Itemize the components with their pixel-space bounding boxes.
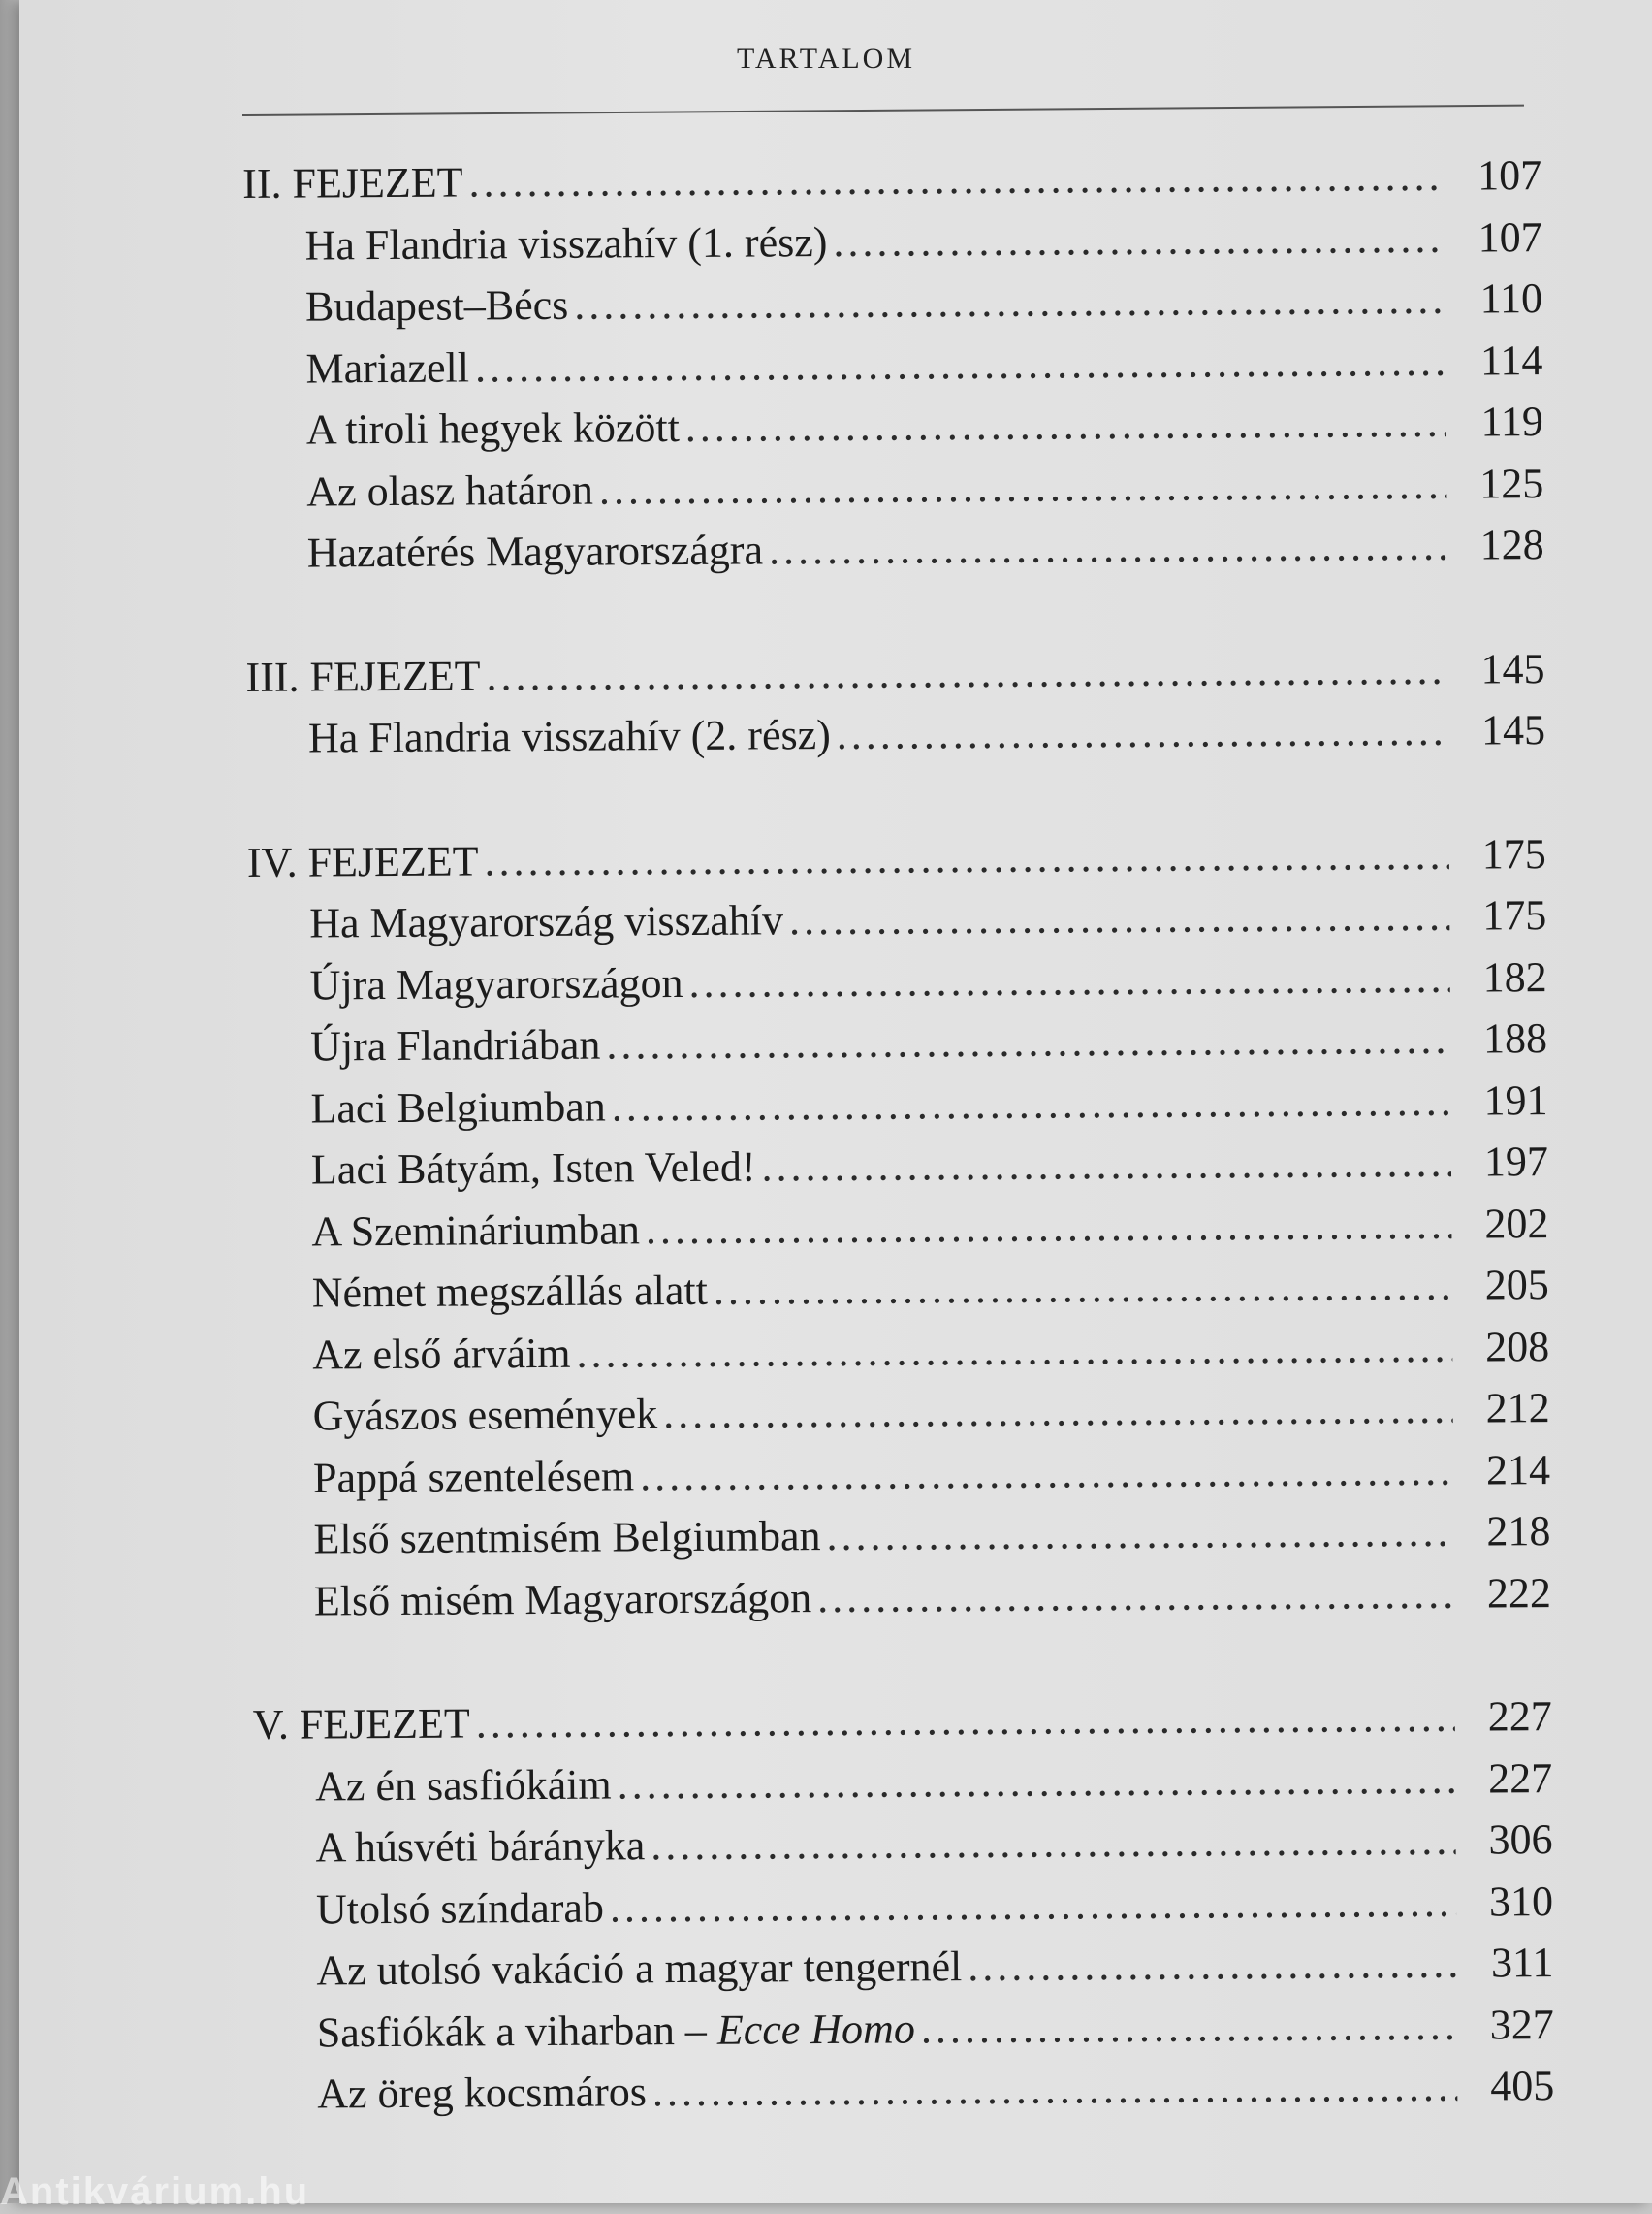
page-number: 310 [1488,1877,1554,1926]
entry-title: Pappá szentelésem [312,1451,635,1502]
running-head: TARTALOM [736,43,916,75]
entry-title: Hazatérés Magyarországra [306,526,764,577]
page-number: 175 [1482,891,1547,940]
page-number: 205 [1484,1261,1549,1309]
toc-entry [255,2055,1554,2125]
toc-entry [250,1254,1549,1324]
toc-entry [254,1871,1553,1941]
entry-title: Újra Flandriában [309,1020,601,1071]
entry-title: Az öreg kocsmáros [317,2068,648,2118]
dot-leader [837,700,1449,766]
page-number: 182 [1482,952,1547,1002]
chapter-row [253,1685,1552,1755]
toc-entry [255,1994,1554,2064]
toc-entry [252,1562,1551,1632]
entry-title: Első misém Magyarországon [313,1573,812,1625]
dot-leader [826,1501,1453,1567]
toc-entry [246,699,1545,769]
page-number: 222 [1486,1568,1552,1618]
dot-leader [652,2056,1458,2123]
entry-title: Első szentmisém Belgiumban [313,1512,821,1563]
page-number: 175 [1481,829,1546,879]
dot-leader [663,1378,1453,1445]
dot-leader [617,1748,1455,1814]
chapter-row [245,638,1544,708]
entry-title: Az utolsó vakáció a magyar tengernél [316,1942,963,1995]
toc-entry [250,1377,1549,1447]
toc-entry [251,1439,1550,1509]
dot-leader [817,1562,1454,1628]
toc-section [245,638,1545,770]
dot-leader [610,1871,1456,1938]
toc-entry [243,330,1542,400]
page-number: 114 [1479,336,1543,385]
page-number: 327 [1489,2000,1554,2049]
entry-title [317,1998,915,2064]
dot-leader [921,1994,1457,2059]
chapter-row [247,823,1546,893]
toc-entry [243,268,1542,337]
dot-leader [486,638,1447,706]
entry-title: Ha Magyarország visszahív [309,896,784,947]
dot-leader [769,515,1447,581]
dot-leader [833,207,1446,273]
page-number: 145 [1480,706,1546,754]
toc-entry [245,514,1544,584]
dot-leader [475,330,1446,398]
entry-title: Az olasz határon [306,465,594,516]
toc-entry [247,884,1546,954]
entry-title: A Szemináriumban [311,1204,641,1256]
dot-leader [646,1193,1452,1260]
toc-entry [249,1193,1548,1263]
entry-title: Laci Belgiumban [310,1082,606,1133]
dot-leader [576,1316,1452,1383]
toc-entry [249,1131,1548,1201]
page-number: 197 [1483,1138,1549,1186]
toc-section [247,823,1551,1632]
entry-title: Gyászos események [312,1390,658,1440]
dot-leader [968,1933,1457,1998]
dot-leader [612,1070,1451,1137]
entry-title: A tiroli hegyek között [305,403,680,454]
toc-entry [244,391,1543,461]
entry-title: Utolsó színdarab [315,1883,605,1934]
page-number: 214 [1485,1445,1551,1494]
toc-entry [253,1748,1552,1817]
dot-leader [714,1255,1452,1322]
page-number: 110 [1479,274,1543,323]
page-number: 311 [1490,1939,1554,1987]
page-number: 188 [1482,1014,1548,1063]
table-of-contents [242,144,1555,2187]
page-number: 107 [1477,212,1542,262]
toc-entry [251,1500,1550,1570]
toc-section [242,144,1544,584]
page-number: 202 [1484,1199,1549,1248]
entry-title: Az első árváim [312,1329,571,1379]
page-number: 306 [1488,1815,1553,1864]
toc-entry [244,453,1543,523]
entry-title: Újra Magyarországon [309,958,683,1010]
page-number: 212 [1485,1384,1550,1432]
dot-leader [484,823,1449,891]
entry-title: Német megszállás alatt [311,1266,709,1317]
page-number: 128 [1479,521,1544,569]
chapter-title: III. FEJEZET [245,651,481,701]
toc-entry [254,1932,1553,2002]
page-number: 119 [1480,398,1544,446]
page-number: 125 [1479,459,1544,508]
page-number: 208 [1485,1322,1550,1371]
entry-title: Ha Flandria visszahív (2. rész) [307,710,831,762]
page-number: 145 [1480,644,1545,693]
entry-title-roman: Sasfiókák a viharban – [316,2005,718,2057]
toc-entry [242,207,1541,276]
toc-entry [253,1809,1552,1878]
entry-title: Laci Bátyám, Isten Veled! [310,1142,756,1194]
toc-entry [248,1070,1547,1139]
dot-leader [651,1810,1456,1877]
page-number: 107 [1477,151,1542,200]
book-spine-shadow [0,0,19,2203]
watermark: Antikvárium.hu [0,2170,310,2213]
dot-leader [789,885,1450,951]
chapter-title: IV. FEJEZET [246,836,479,886]
dot-leader [574,269,1446,336]
page-number: 227 [1487,1753,1553,1803]
page-number: 191 [1483,1075,1548,1125]
toc-section [253,1685,1555,2125]
dot-leader [688,947,1450,1013]
dot-leader [468,145,1445,213]
entry-title: Mariazell [305,342,470,393]
entry-title: Ha Flandria visszahív (1. rész) [304,217,828,270]
entry-title-italic: Ecce Homo [716,2004,916,2054]
dot-leader [606,1009,1450,1075]
entry-title: A húsvéti bárányka [315,1821,646,1872]
entry-title: Az én sasfiókáim [315,1760,612,1811]
dot-leader [685,392,1446,459]
chapter-title: V. FEJEZET [252,1699,470,1749]
page-number: 218 [1486,1507,1551,1556]
page-number: 405 [1490,2062,1555,2110]
toc-entry [247,947,1546,1016]
dot-leader [599,453,1447,520]
chapter-row [242,144,1541,214]
toc-entry [250,1316,1549,1386]
dot-leader [640,1439,1453,1506]
chapter-title: II. FEJEZET [242,158,463,208]
dot-leader [476,1686,1455,1754]
entry-title: Budapest–Bécs [304,280,569,331]
dot-leader [761,1132,1451,1198]
page-number: 227 [1487,1692,1552,1741]
toc-entry [248,1008,1547,1077]
